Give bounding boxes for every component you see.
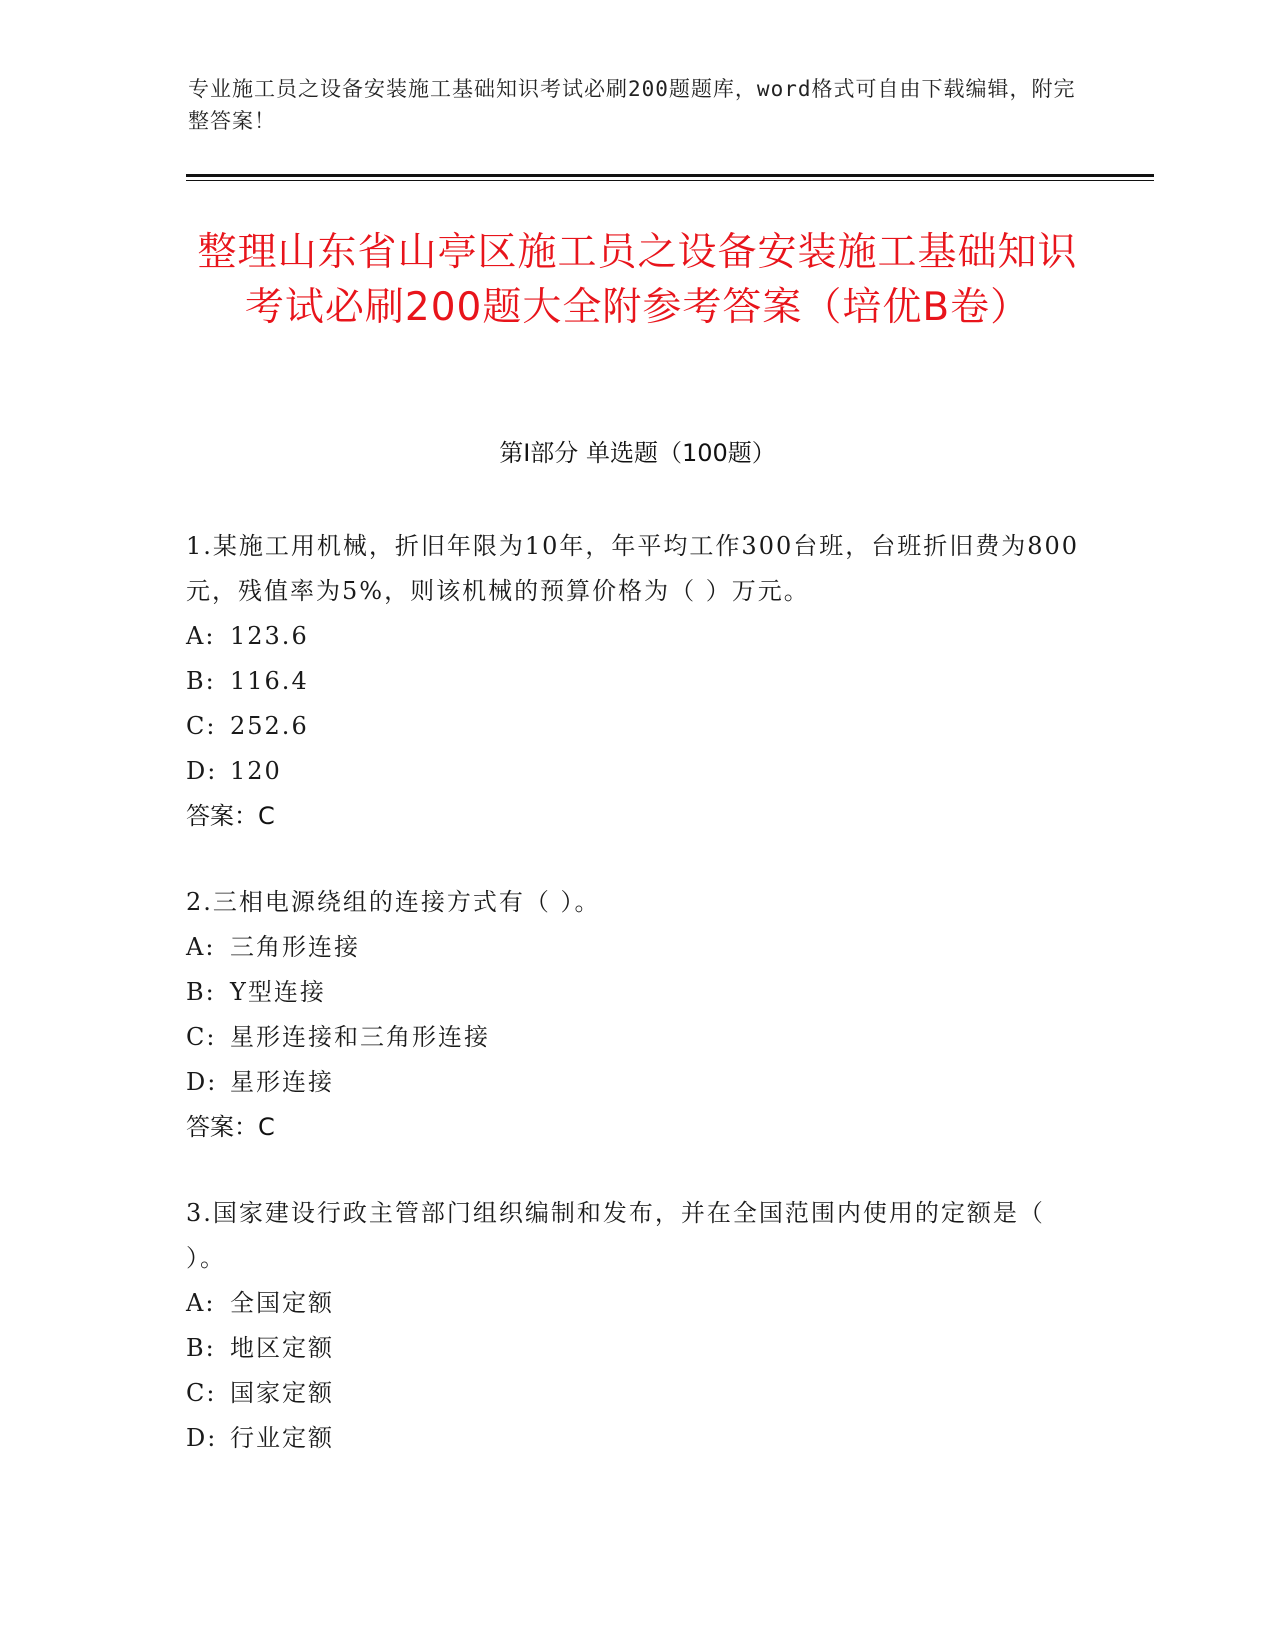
option-b bbox=[186, 659, 1086, 704]
option-key: C: bbox=[186, 1023, 217, 1051]
option-b bbox=[186, 970, 1086, 1015]
option-a bbox=[186, 925, 1086, 970]
question-2 bbox=[186, 880, 1086, 1150]
option-key: A: bbox=[186, 622, 216, 650]
section-title: 第Ⅰ部分 单选题（100题） bbox=[499, 439, 776, 467]
option-a bbox=[186, 614, 1086, 659]
answer-line: 答案：C bbox=[186, 1113, 275, 1141]
option-d bbox=[186, 1060, 1086, 1105]
option-text: 三角形连接 bbox=[230, 933, 360, 961]
question-stem: 3.国家建设行政主管部门组织编制和发布，并在全国范围内使用的定额是（ ）。 bbox=[186, 1199, 1045, 1272]
header-rule-thin bbox=[186, 180, 1154, 181]
header-rule-thick bbox=[186, 174, 1154, 177]
question-3 bbox=[186, 1191, 1086, 1461]
option-text: 123.6 bbox=[230, 622, 309, 650]
option-d bbox=[186, 749, 1086, 794]
option-text: 星形连接和三角形连接 bbox=[230, 1023, 490, 1051]
question-1 bbox=[186, 524, 1086, 839]
option-b bbox=[186, 1326, 1086, 1371]
option-a bbox=[186, 1281, 1086, 1326]
option-key: B: bbox=[186, 667, 216, 695]
option-text: 全国定额 bbox=[230, 1289, 334, 1317]
option-d bbox=[186, 1416, 1086, 1461]
option-c bbox=[186, 1371, 1086, 1416]
option-text: Y型连接 bbox=[230, 978, 326, 1006]
option-c bbox=[186, 1015, 1086, 1060]
answer-line: 答案：C bbox=[186, 802, 275, 830]
option-key: D: bbox=[186, 1424, 218, 1452]
option-key: D: bbox=[186, 757, 218, 785]
option-c bbox=[186, 704, 1086, 749]
option-text: 行业定额 bbox=[230, 1424, 334, 1452]
option-key: C: bbox=[186, 712, 217, 740]
option-key: B: bbox=[186, 1334, 216, 1362]
option-text: 国家定额 bbox=[230, 1379, 334, 1407]
option-text: 116.4 bbox=[230, 667, 309, 695]
question-list bbox=[186, 524, 1086, 1502]
option-text: 252.6 bbox=[230, 712, 309, 740]
option-text: 地区定额 bbox=[230, 1334, 334, 1362]
option-key: C: bbox=[186, 1379, 217, 1407]
header-note: 专业施工员之设备安装施工基础知识考试必刷200题题库，word格式可自由下载编辑，附完整答案！ bbox=[188, 77, 1076, 133]
question-stem: 2.三相电源绕组的连接方式有（ ）。 bbox=[186, 888, 601, 916]
document-title: 整理山东省山亭区施工员之设备安装施工基础知识考试必刷200题大全附参考答案（培优B卷） bbox=[197, 230, 1078, 330]
option-key: D: bbox=[186, 1068, 218, 1096]
option-key: A: bbox=[186, 1289, 216, 1317]
option-text: 120 bbox=[230, 757, 282, 785]
option-key: A: bbox=[186, 933, 216, 961]
option-key: B: bbox=[186, 978, 216, 1006]
option-text: 星形连接 bbox=[230, 1068, 334, 1096]
question-stem: 1.某施工用机械，折旧年限为10年，年平均工作300台班，台班折旧费为800元，残值率为5%，则该机械的预算价格为（ ）万元。 bbox=[186, 532, 1080, 605]
